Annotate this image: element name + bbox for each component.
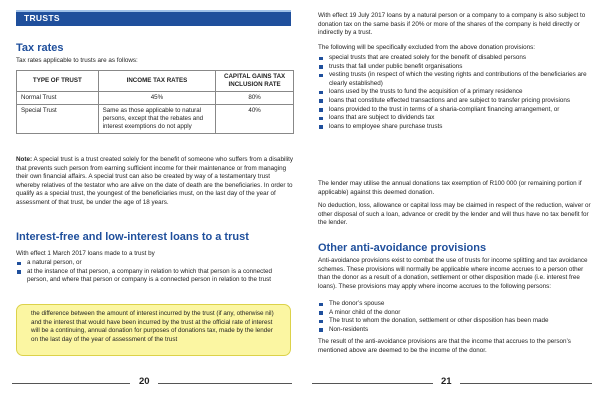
list-item: loans to employee share purchase trusts (318, 123, 593, 132)
list-item: The trust to whom the donation, settlement or other disposition has been made (318, 317, 593, 326)
table-cell: Same as those applicable to natural persons, except that the rebates and interest exemptions do not apply (98, 105, 216, 134)
table-header-row (17, 71, 294, 92)
highlight-box (16, 304, 291, 356)
para-result: The result of the anti-avoidance provisions are that the income that accrues to the person’s mentioned above are deemed to be the income of the donor. (318, 338, 571, 354)
tax-rates-heading: Tax rates (16, 42, 64, 54)
list-item: at the instance of that person, a company in relation to which that person is a connected person, and where that person or company is a connected person in relation to the trust (16, 268, 292, 285)
page-number: 21 (441, 376, 452, 387)
table-cell: 80% (216, 92, 294, 105)
list-item: loans used by the trusts to fund the acquisition of a primary residence (318, 88, 593, 97)
table-header: INCOME TAX RATES (98, 71, 216, 92)
list-item: A minor child of the donor (318, 309, 593, 318)
para-exclusions-intro: The following will be specifically excluded from the above donation provisions: (318, 44, 536, 51)
footer-rule-right (460, 383, 592, 384)
table-cell: 45% (98, 92, 216, 105)
table-header: TYPE OF TRUST (17, 71, 99, 92)
section-banner (16, 10, 291, 26)
list-item: loans provided to the trust in terms of a sharia-compliant financing arrangement, or (318, 106, 593, 115)
footer-rule-left (12, 383, 130, 384)
tax-rates-table (16, 70, 294, 134)
list-item: Non-residents (318, 326, 593, 335)
loans-heading: Interest-free and low-interest loans to a trust (16, 231, 249, 243)
list-item: vesting trusts (in respect of which the vesting rights and contributions of the beneficiaries are clearly established) (318, 71, 593, 88)
table-row (17, 92, 294, 105)
table-header: CAPITAL GAINS TAX INCLUSION RATE (216, 71, 294, 92)
highlight-text: the difference between the amount of interest incurred by the trust (if any, otherwise nil) and the interest that would have been incurred by the trust at the official rate of interest will be a continuing, annual donation for purposes of donations tax, made by the lender on the last day of the year of assessment of the trust (31, 310, 274, 343)
footer-rule-left (312, 383, 433, 384)
list-item: special trusts that are created solely for the benefit of disabled persons (318, 54, 593, 63)
para-anti-avoidance: Anti-avoidance provisions exist to combat the use of trusts for income splitting and tax avoidance schemes. These provisions will normally be applicable where income accrues to a person other than the donor as a result of a donation, settlement or other disposition made (i.e. interest free loans). These provisions may apply where income accrues to the following persons: (318, 257, 588, 290)
loans-list (16, 259, 292, 285)
para-loans-companies: With effect 19 July 2017 loans by a natural person or a company to a company is also subject to donation tax on the same basis if 20% or more of the shares of the company is held directly or indirectly by a trust. (318, 12, 586, 37)
anti-avoidance-heading: Other anti-avoidance provisions (318, 242, 487, 254)
banner-title: TRUSTS (24, 13, 60, 23)
table-cell: Normal Trust (17, 92, 99, 105)
right-page (300, 0, 600, 400)
note-paragraph (16, 156, 294, 208)
table-cell: Special Trust (17, 105, 99, 134)
para-no-deduction: No deduction, loss, allowance or capital loss may be claimed in respect of the reduction, waiver or other disposal of such a loan, advance or credit by the lender and will thus have no tax benefit for the lender. (318, 202, 591, 227)
list-item: trusts that fall under public benefit organisations (318, 63, 593, 72)
note-label: Note: (16, 156, 33, 163)
list-item: loans that constitute effected transactions and are subject to transfer pricing provisions (318, 97, 593, 106)
exclusions-list (318, 54, 593, 131)
table-cell: 40% (216, 105, 294, 134)
loans-intro: With effect 1 March 2017 loans made to a trust by (16, 250, 155, 257)
page-number: 20 (139, 376, 150, 387)
list-item: a natural person, or (16, 259, 292, 268)
para-exemption: The lender may utilise the annual donations tax exemption of R100 000 (or remaining portion if applicable) against this deemed donation. (318, 180, 582, 196)
persons-list (318, 300, 593, 334)
tax-rates-intro: Tax rates applicable to trusts are as follows: (16, 57, 138, 64)
list-item: The donor’s spouse (318, 300, 593, 309)
note-text: A special trust is a trust created solely for the benefit of someone who suffers from a disability that prevents such person from earning sufficient income for their maintenance or from managing their own financial affairs. A special trust can also be created by way of a testamentary trust whereby relatives of the testator who are alive on the date of death are the beneficiaries. In order to qualify as a special trust, the youngest of the beneficiaries must, on the last day of the year of assessment of that trust, be under the age of 18 years. (16, 156, 294, 206)
footer-rule-right (158, 383, 292, 384)
table-row (17, 105, 294, 134)
list-item: loans that are subject to dividends tax (318, 114, 593, 123)
